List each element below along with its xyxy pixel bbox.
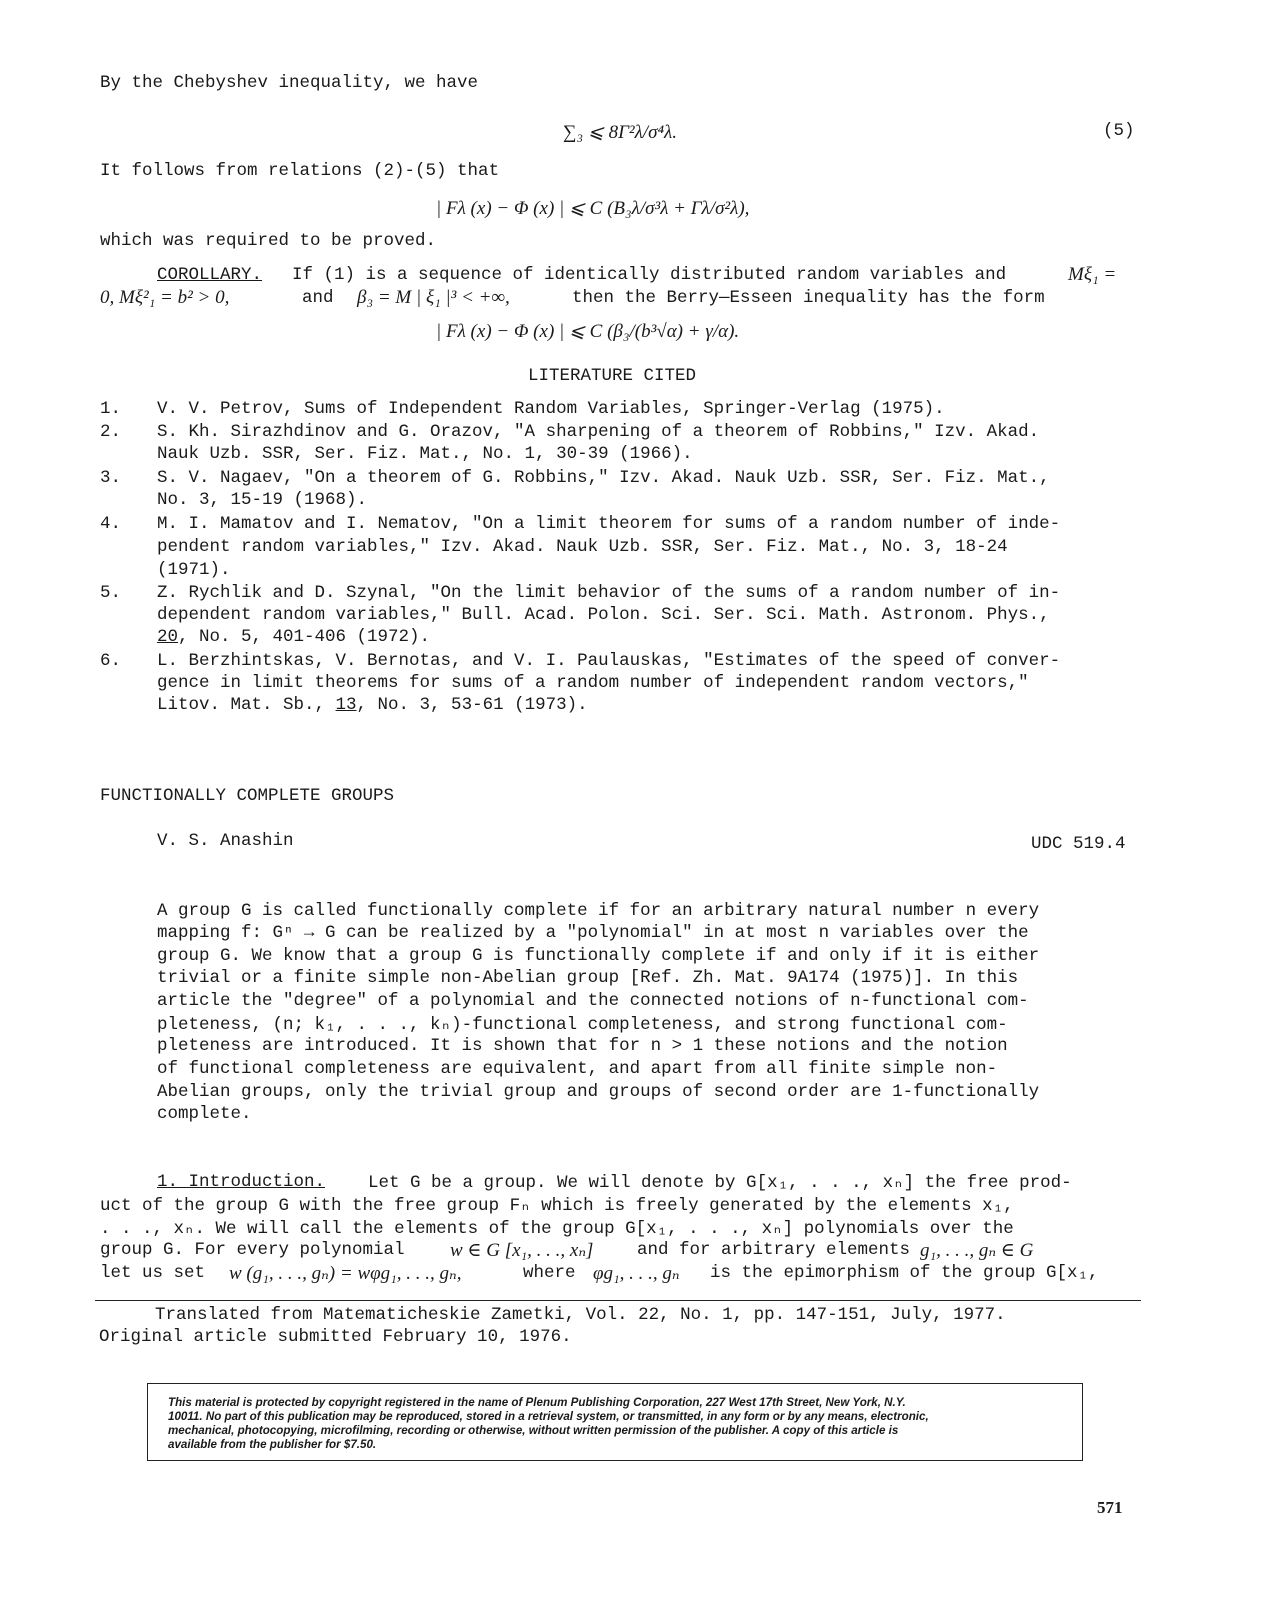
ref-5-volume-rest: , No. 5, 401-406 (1972). [178, 627, 431, 647]
ref-4-line: (1971). [157, 560, 231, 580]
copyright-line: mechanical, photocopying, microfilming, recording or otherwise, without written permission of the publisher. A copy of this article is [168, 1424, 899, 1437]
ref-6-volume-rest: , No. 3, 53-61 (1973). [356, 695, 588, 715]
literature-heading: LITERATURE CITED [528, 366, 697, 386]
ref-3-number: 3. [100, 468, 122, 488]
ref-5-volume: 20 [157, 627, 179, 647]
ref-1-number: 1. [100, 399, 122, 419]
corollary-label: COROLLARY. [157, 265, 263, 285]
abstract-line: of functional completeness are equivalent, and apart from all finite simple non- [157, 1059, 998, 1079]
ref-6-journal: Litov. Mat. Sb., [157, 695, 336, 715]
ref-5-line: dependent random variables," Bull. Acad. Polon. Sci. Ser. Sci. Math. Astronom. Phys., [157, 605, 1050, 625]
intro-line-5-b: where [523, 1263, 576, 1283]
chebyshev-intro: By the Chebyshev inequality, we have [100, 73, 479, 93]
article-author: V. S. Anashin [157, 831, 294, 851]
abstract-line: Abelian groups, only the trivial group and groups of second order are 1-functionally [157, 1082, 1040, 1102]
copyright-notice [147, 1383, 1083, 1461]
abstract-line: complete. [157, 1104, 252, 1124]
intro-line-4-math-2: g₁, . . ., gₙ ∈ G [920, 1240, 1034, 1261]
udc-code: UDC 519.4 [1031, 834, 1126, 854]
ref-5-line-3 [157, 627, 430, 647]
intro-line: . . ., xₙ. We will call the elements of the group G[x₁, . . ., xₙ] polynomials over the [100, 1219, 1014, 1239]
equation-5: ∑₃ ⩽ 8Γ²λ/σ⁴λ. [563, 122, 678, 143]
ref-6-volume: 13 [335, 695, 357, 715]
footnote-line-2: Original article submitted February 10, 1976. [99, 1327, 572, 1347]
ref-4-line: pendent random variables," Izv. Akad. Nauk Uzb. SSR, Ser. Fiz. Mat., No. 3, 18-24 [157, 537, 1008, 557]
intro-line: Let G be a group. We will denote by G[x₁, . . ., xₙ] the free prod- [368, 1173, 1072, 1193]
ref-6-line-3 [157, 695, 588, 715]
equation-5-number: (5) [1103, 121, 1135, 141]
intro-line-5-math-2: φg₁, . . ., gₙ [593, 1263, 680, 1284]
footnote-line-1: Translated from Matematicheskie Zametki, Vol. 22, No. 1, pp. 147-151, July, 1977. [155, 1305, 1006, 1325]
intro-heading: 1. Introduction. [157, 1172, 326, 1192]
page-number: 571 [1097, 1498, 1123, 1517]
ref-6-line: gence in limit theorems for sums of a random number of independent random vectors," [157, 673, 1029, 693]
ref-5-line: Z. Rychlik and D. Szynal, "On the limit behavior of the sums of a random number of in- [157, 583, 1061, 603]
ref-3-line: S. V. Nagaev, "On a theorem of G. Robbins," Izv. Akad. Nauk Uzb. SSR, Ser. Fiz. Mat., [157, 468, 1050, 488]
intro-line: uct of the group G with the free group Fₙ which is freely generated by the elements x₁, [100, 1196, 1014, 1216]
ref-3-line: No. 3, 15-19 (1968). [157, 490, 368, 510]
copyright-line: 10011. No part of this publication may be reproduced, stored in a retrieval system, or transmitted, in any form or by any means, electronic, [168, 1410, 929, 1423]
intro-line-4-a: group G. For every polynomial [100, 1240, 405, 1260]
ref-2-number: 2. [100, 422, 122, 442]
ref-2-line: Nauk Uzb. SSR, Ser. Fiz. Mat., No. 1, 30-39 (1966). [157, 444, 693, 464]
intro-line-5-math: w (g₁, . . ., gₙ) = wφg₁, . . ., gₙ, [229, 1263, 462, 1284]
ref-6-line: L. Berzhintskas, V. Bernotas, and V. I. Paulauskas, "Estimates of the speed of conver- [157, 651, 1061, 671]
footnote-rule [95, 1300, 1141, 1301]
corollary-line2-math-b: β₃ = M | ξ₁ |³ < +∞, [357, 287, 510, 308]
corollary-line1-text: If (1) is a sequence of identically distributed random variables and [292, 265, 1007, 285]
article-title: FUNCTIONALLY COMPLETE GROUPS [100, 786, 395, 806]
ref-1-line: V. V. Petrov, Sums of Independent Random Variables, Springer-Verlag (1975). [157, 399, 945, 419]
corollary-line2-math-a: 0, Mξ²₁ = b² > 0, [100, 287, 230, 308]
follows-text: It follows from relations (2)-(5) that [100, 161, 500, 181]
abstract-line: mapping f: Gⁿ → G can be realized by a "polynomial" in at most n variables over the [157, 923, 1029, 943]
ref-4-number: 4. [100, 514, 122, 534]
proved-text: which was required to be proved. [100, 231, 437, 251]
copyright-line: This material is protected by copyright registered in the name of Plenum Publishing Corporation, 227 West 17th Street, New York, N.Y. [168, 1396, 906, 1409]
abstract-line: pleteness are introduced. It is shown that for n > 1 these notions and the notion [157, 1036, 1008, 1056]
abstract-line: pleteness, (n; k₁, . . ., kₙ)-functional completeness, and strong functional com- [157, 1015, 1008, 1035]
intro-line-5-c: is the epimorphism of the group G[x₁, [710, 1263, 1099, 1283]
main-inequality: | Fλ (x) − Φ (x) | ⩽ C (B₃λ/σ³λ + Γλ/σ²λ), [436, 198, 750, 219]
corollary-line2-text: then the Berry—Esseen inequality has the form [572, 288, 1045, 308]
ref-6-number: 6. [100, 651, 122, 671]
ref-5-number: 5. [100, 583, 122, 603]
abstract-line: trivial or a finite simple non-Abelian group [Ref. Zh. Mat. 9A174 (1975)]. In this [157, 968, 1019, 988]
ref-4-line: M. I. Mamatov and I. Nematov, "On a limit theorem for sums of a random number of inde- [157, 514, 1061, 534]
abstract-line: A group G is called functionally complete if for an arbitrary natural number n every [157, 901, 1040, 921]
abstract-line: article the "degree" of a polynomial and the connected notions of n-functional com- [157, 991, 1029, 1011]
ref-2-line: S. Kh. Sirazhdinov and G. Orazov, "A sharpening of a theorem of Robbins," Izv. Akad. [157, 422, 1040, 442]
abstract-line: group G. We know that a group G is functionally complete if and only if it is either [157, 946, 1040, 966]
corollary-inequality: | Fλ (x) − Φ (x) | ⩽ C (β₃/(b³√α) + γ/α). [436, 321, 740, 342]
intro-line-5-a: let us set [100, 1263, 206, 1283]
copyright-line: available from the publisher for $7.50. [168, 1438, 377, 1451]
intro-line-4-math: w ∈ G [x₁, . . ., xₙ] [450, 1240, 594, 1261]
intro-line-4-b: and for arbitrary elements [637, 1240, 911, 1260]
corollary-line2-and: and [302, 288, 334, 308]
corollary-line1-math: Mξ₁ = [1068, 264, 1117, 285]
